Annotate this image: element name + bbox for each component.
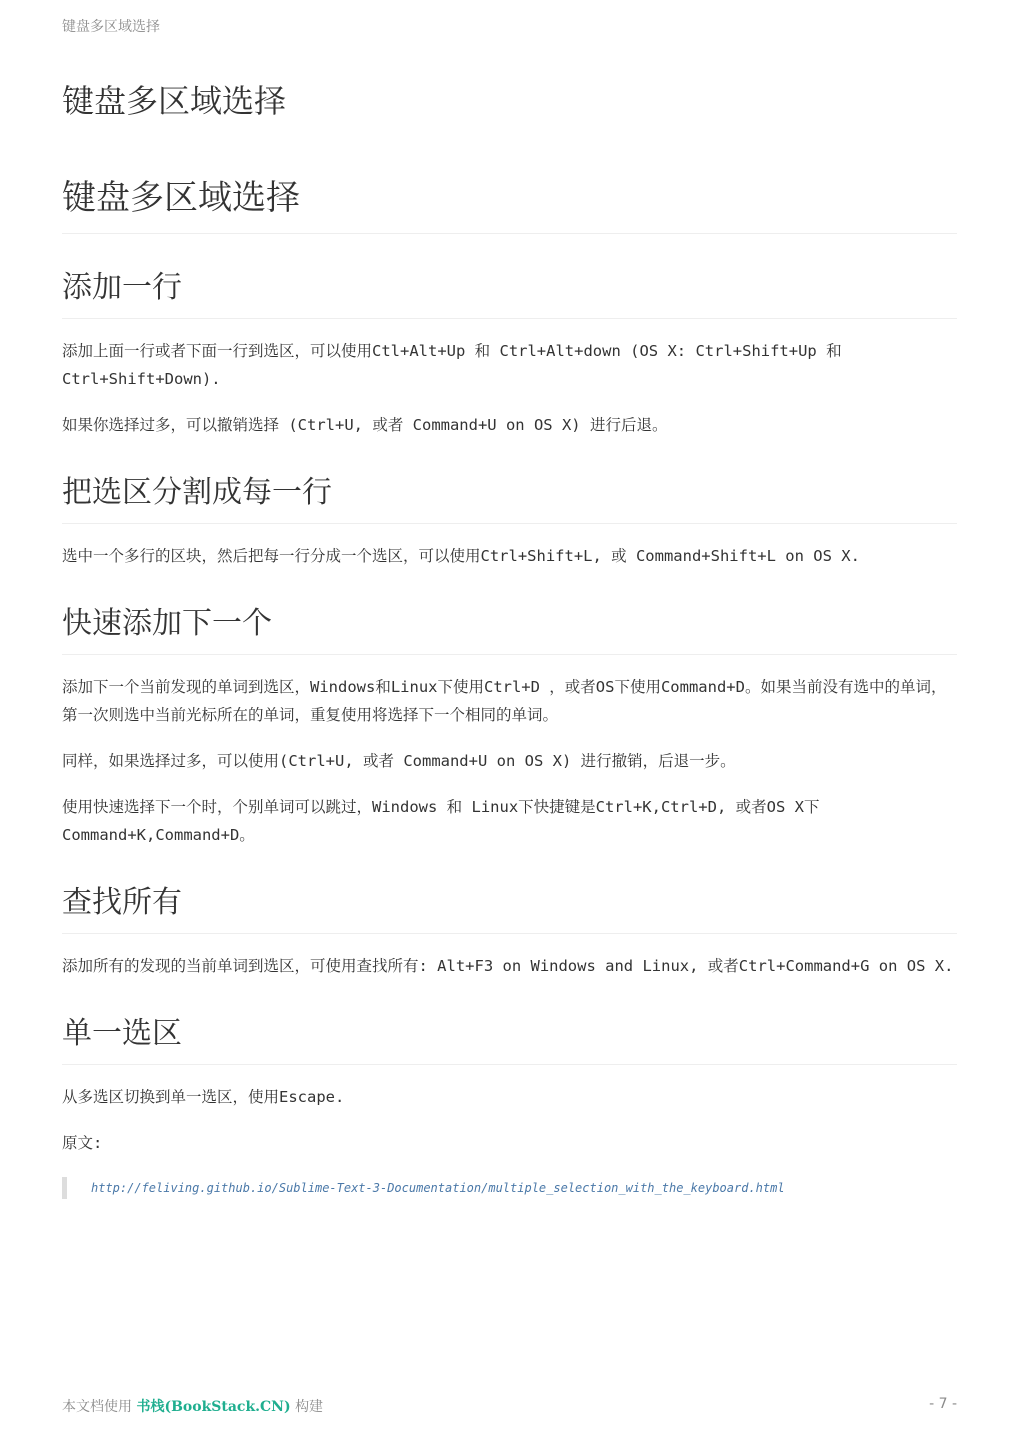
paragraph: 原文: <box>62 1134 103 1152</box>
page-title: 键盘多区域选择 <box>62 82 287 120</box>
paragraph: 选中一个多行的区块，然后把每一行分成一个选区，可以使用Ctrl+Shift+L, 或 Command+Shift+L on OS X. <box>62 547 860 565</box>
source-blockquote <box>62 1177 957 1199</box>
section-heading-find-all: 查找所有 <box>62 877 957 934</box>
paragraph: 添加上面一行或者下面一行到选区，可以使用Ctl+Alt+Up 和 Ctrl+Alt+down (OS X: Ctrl+Shift+Up 和 Ctrl+Shift+Down). <box>62 342 842 388</box>
article-content <box>62 166 957 1199</box>
paragraph: 使用快速选择下一个时，个别单词可以跳过，Windows 和 Linux下快捷键是Ctrl+K,Ctrl+D, 或者OS X下Command+K,Command+D。 <box>62 798 820 844</box>
paragraph: 添加所有的发现的当前单词到选区，可使用查找所有: Alt+F3 on Windows and Linux, 或者Ctrl+Command+G on OS X. <box>62 957 954 975</box>
paragraph: 添加下一个当前发现的单词到选区，Windows和Linux下使用Ctrl+D ，或者OS下使用Command+D。如果当前没有选中的单词，第一次则选中当前光标所在的单词，重复使用将选择下一个相同的单词。 <box>62 678 947 724</box>
section-heading-quick-add-next: 快速添加下一个 <box>62 598 957 655</box>
section-heading-single-selection: 单一选区 <box>62 1008 957 1065</box>
paragraph: 如果你选择过多，可以撤销选择 (Ctrl+U, 或者 Command+U on OS X) 进行后退。 <box>62 416 668 434</box>
section-heading-add-line: 添加一行 <box>62 262 957 319</box>
article-title: 键盘多区域选择 <box>62 166 957 234</box>
section-heading-split-lines: 把选区分割成每一行 <box>62 467 957 524</box>
page-number: - 7 - <box>929 1396 957 1412</box>
running-header: 键盘多区域选择 <box>62 19 160 35</box>
paragraph: 从多选区切换到单一选区，使用Escape. <box>62 1088 345 1106</box>
paragraph: 同样，如果选择过多，可以使用(Ctrl+U, 或者 Command+U on OS X) 进行撤销，后退一步。 <box>62 752 736 770</box>
footer-brand-link[interactable]: 书栈(BookStack.CN) <box>136 1399 291 1415</box>
source-link[interactable]: http://feliving.github.io/Sublime-Text-3-Documentation/multiple_selection_with_the_keyboard.html <box>91 1181 785 1195</box>
footer-credit <box>62 1396 323 1416</box>
footer-suffix: 构建 <box>295 1399 324 1415</box>
footer-prefix: 本文档使用 <box>62 1399 132 1415</box>
